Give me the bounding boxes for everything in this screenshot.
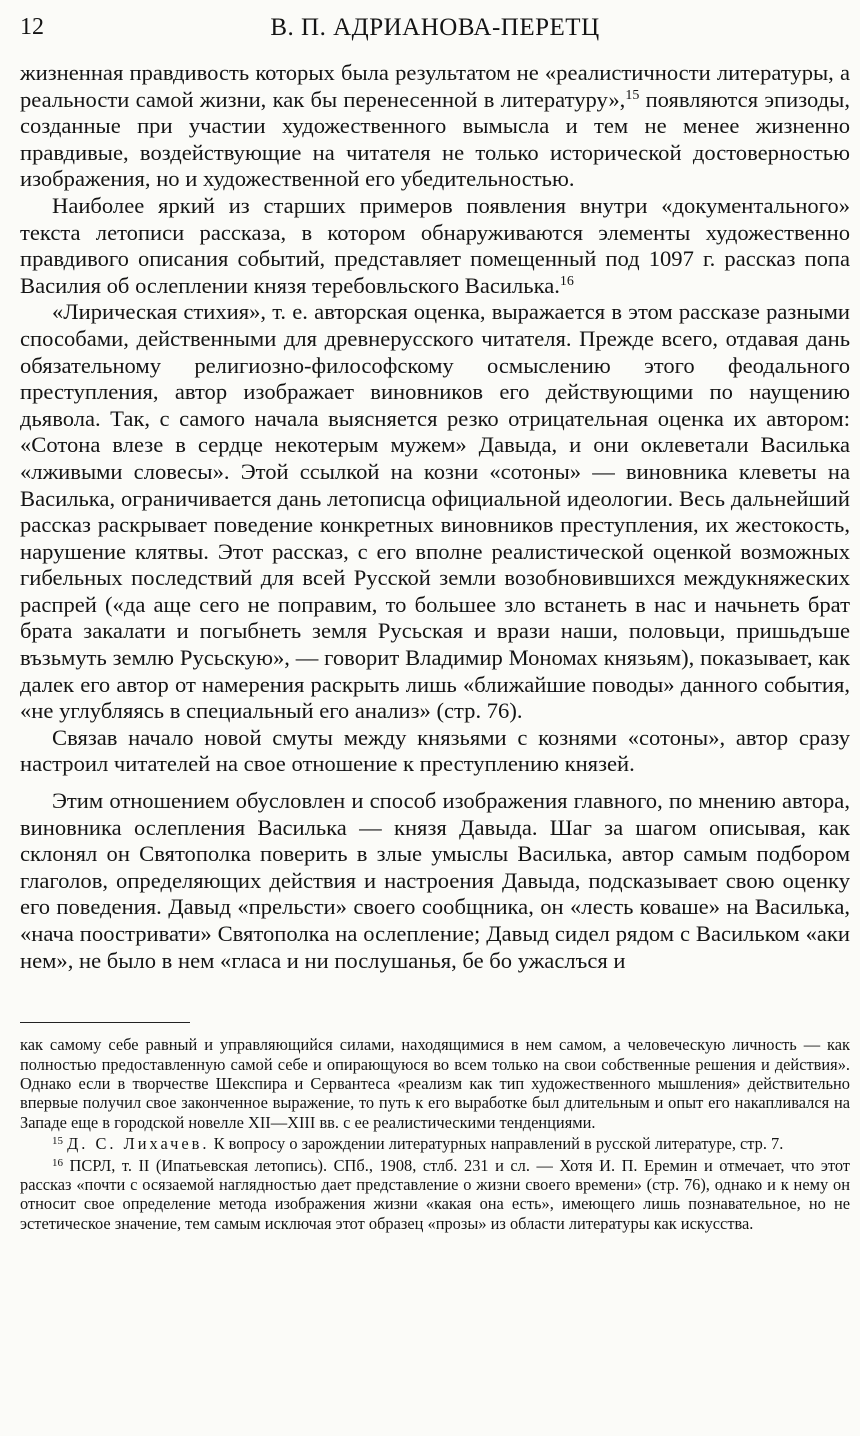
paragraph-1-text: жизненная правдивость которых была результатом не «реалистичности литературы, а реальности самой жизни, как бы перенесенной в литературу», (20, 60, 850, 112)
footnotes (20, 1035, 850, 1233)
paragraph-4: Связав начало новой смуты между князьями с кознями «сотоны», автор сразу настроил читателей на свое отношение к преступлению князей. (20, 724, 850, 777)
footnote-16-text: ПСРЛ, т. II (Ипатьевская летопись). СПб., 1908, стлб. 231 и сл. — Хотя И. П. Еремин и отмечает, что этот рассказ «почти с осязаемой наглядностью дает представление о жизни своего времени» (стр. 76), однако и к нему он относит свое определение метода изображения жизни «какая она есть», имеющего лишь познавательное, но не эстетическое значение, тем самым исключая этот образец «прозы» из области литературы как искусства. (20, 1155, 850, 1233)
paragraph-2-text: Наиболее яркий из старших примеров появления внутри «документального» текста летописи рассказа, в котором обнаруживаются элементы художественно правдивого описания событий, представляет помещенный под 1097 г. рассказ попа Василия об ослеплении князя теребовльского Василька. (20, 192, 850, 298)
page-header (20, 12, 850, 60)
footnote-15-number: 15 (52, 1135, 63, 1148)
footnote-15-text: К вопросу о зарождении литературных направлений в русской литературе, стр. 7. (209, 1134, 784, 1154)
footnote-divider (20, 1022, 190, 1023)
footnote-15 (20, 1134, 850, 1153)
main-text (20, 60, 850, 974)
footnote-16-number: 16 (52, 1156, 63, 1169)
footnote-15-author: Д. С. Лихачев. (67, 1134, 210, 1154)
paragraph-1-rest: появляются эпизоды, созданные при участии художественного вымысла и тем не менее жизненно правдивые, воздействующие на читателя не только исторической достоверностью изображения, но и художественной его убедительностью. (20, 86, 851, 192)
paragraph-3: «Лирическая стихия», т. е. авторская оценка, выражается в этом рассказе разными способами, действенными для древнерусского читателя. Прежде всего, отдавая дань обязательному религиозно-философскому осмыслению этого феодального преступления, автор изображает виновников его действующими по наущению дьявола. Так, с самого начала выясняется резко отрицательная оценка их автором: «Сотона влезе в сердце некотерым мужем» Давыда, и они оклеветали Василька «лживыми словесы». Этой ссылкой на козни «сотоны» — виновника клеветы на Василька, ограничивается дань летописца официальной идеологии. Весь дальнейший рассказ раскрывает поведение конкретных виновников преступления, их жестокость, нарушение клятвы. Этот рассказ, с его вполне реалистической оценкой возможных гибельных последствий для всей Русской земли возобновившихся междукняжеских распрей («да аще сего не поправим, то большее зло встанеть в нас и начьнеть брат брата закалати и погыбнеть земля Русьская и врази наши, половьци, пришьдъше възьмуть землю Русьскую», — говорит Владимир Мономах князьям), показывает, как далек его автор от намерения раскрыть лишь «ближайшие поводы» данного события, «не углубляясь в специальный его анализ» (стр. 76). (20, 299, 850, 724)
paragraph-2 (20, 193, 850, 299)
footnote-ref-16: 16 (559, 273, 574, 289)
page-number: 12 (20, 14, 44, 40)
book-page (20, 12, 850, 1233)
footnote-16 (20, 1156, 850, 1234)
footnote-ref-15: 15 (625, 87, 640, 103)
paragraph-5: Этим отношением обусловлен и способ изображения главного, по мнению автора, виновника ослепления Василька — князя Давыда. Шаг за шагом описывая, как склонял он Святополка поверить в злые умыслы Василька, автор самым подбором глаголов, определяющих действия и настроения Давыда, подсказывает свою оценку его поведения. Давыд «прельсти» своего сообщника, он «лесть коваше» на Василька, «нача поостривати» Святополка на ослепление; Давыд сидел рядом с Васильком «аки нем», не было в нем «гласа и ни послушанья, бе бо ужаслъся и (20, 788, 850, 973)
running-head: В. П. АДРИАНОВА-ПЕРЕТЦ (270, 14, 600, 41)
paragraph-1 (20, 60, 850, 193)
footnote-continuation: как самому себе равный и управляющийся силами, находящимися в нем самом, а человеческую личность — как полностью предоставленную самой себе и опирающуюся во всем только на свои собственные решения и действия». Однако если в творчестве Шекспира и Сервантеса «реализм как тип художественного мышления» действительно впервые получил свое законченное выражение, то путь к его выработке был длительным и опыт его накапливался на Западе еще в городской новелле XII—XIII вв. с ее реалистическими тенденциями. (20, 1035, 850, 1132)
